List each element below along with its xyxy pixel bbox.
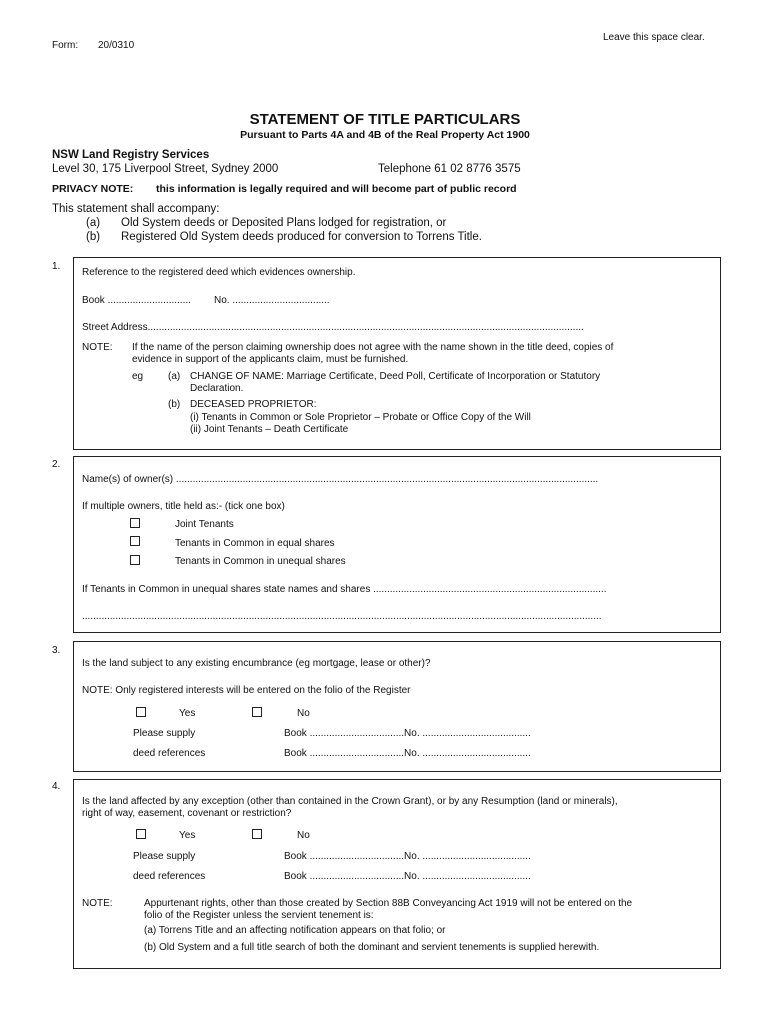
section-2-box [73, 456, 721, 633]
section-2-number: 2. [52, 459, 61, 470]
multiple-owners-label: If multiple owners, title held as:- (tick one box) [82, 501, 285, 512]
tenants-common-equal-checkbox[interactable] [130, 536, 140, 546]
book-field[interactable]: Book .............................. [82, 295, 191, 306]
agency-address: Level 30, 175 Liverpool Street, Sydney 2000 [52, 163, 279, 175]
note-text-line2: evidence in support of the applicants claim, must be furnished. [132, 354, 409, 365]
privacy-text: this information is legally required and will become part of public record [156, 183, 517, 195]
section-4-box [73, 779, 721, 969]
eg-a-line1: CHANGE OF NAME: Marriage Certificate, Deed Poll, Certificate of Incorporation or Statutory [190, 371, 601, 382]
encumbrance-note: NOTE: Only registered interests will be entered on the folio of the Register [82, 685, 411, 696]
note-label: NOTE: [82, 342, 113, 353]
exception-yes-checkbox[interactable] [136, 829, 146, 839]
form-number: 20/0310 [98, 40, 135, 51]
exception-note-label: NOTE: [82, 898, 113, 909]
intro-item-a-marker: (a) [86, 217, 101, 229]
encumbrance-supply-label: Please supply [133, 728, 196, 739]
section-3-box [73, 641, 721, 772]
tenants-common-unequal-label: Tenants in Common in unequal shares [175, 556, 346, 567]
agency-telephone: Telephone 61 02 8776 3575 [378, 163, 521, 175]
exception-note-line2: folio of the Register unless the servient tenement is: [144, 910, 374, 921]
street-address-field[interactable]: Street Address............................................................................................................................................................. [82, 322, 584, 333]
encumbrance-no-checkbox[interactable] [252, 707, 262, 717]
eg-b-marker: (b) [168, 399, 181, 410]
encumbrance-deed-ref-label: deed references [133, 748, 206, 759]
exception-book-no-field-1[interactable]: Book ..................................No. ....................................... [284, 851, 531, 862]
leave-clear-note: Leave this space clear. [603, 32, 705, 43]
intro-item-b-text: Registered Old System deeds produced for conversion to Torrens Title. [121, 231, 482, 243]
no-field[interactable]: No. ................................... [214, 295, 330, 306]
encumbrance-yes-checkbox[interactable] [136, 707, 146, 717]
exception-note-a: (a) Torrens Title and an affecting notification appears on that folio; or [144, 925, 446, 936]
section-4-number: 4. [52, 781, 61, 792]
deed-reference-label: Reference to the registered deed which evidences ownership. [82, 267, 356, 278]
eg-a-line2: Declaration. [190, 383, 244, 394]
agency-name: NSW Land Registry Services [52, 149, 210, 161]
joint-tenants-label: Joint Tenants [175, 519, 234, 530]
page-title: STATEMENT OF TITLE PARTICULARS [249, 111, 521, 128]
encumbrance-book-no-field-2[interactable]: Book ..................................No. ....................................... [284, 748, 531, 759]
section-1-box [73, 257, 721, 450]
intro-item-a-text: Old System deeds or Deposited Plans lodged for registration, or [121, 217, 447, 229]
exception-question-line1: Is the land affected by any exception (other than contained in the Crown Grant), or by any Resumption (land or minerals), [82, 796, 618, 807]
intro-item-b-marker: (b) [86, 231, 101, 243]
exception-yes-label: Yes [179, 830, 196, 841]
tenants-common-equal-label: Tenants in Common in equal shares [175, 538, 335, 549]
eg-b-line: DECEASED PROPRIETOR: [190, 399, 317, 410]
page-subtitle: Pursuant to Parts 4A and 4B of the Real Property Act 1900 [240, 129, 530, 141]
unequal-shares-field[interactable]: If Tenants in Common in unequal shares state names and shares .................................................................................... [82, 584, 607, 595]
unequal-shares-continuation-field[interactable]: ........................................................................................................................................................................................... [82, 611, 602, 622]
form-label: Form: [52, 40, 79, 51]
intro-lead: This statement shall accompany: [52, 203, 220, 215]
privacy-label: PRIVACY NOTE: [52, 183, 134, 195]
tenants-common-unequal-checkbox[interactable] [130, 555, 140, 565]
eg-b-ii-line: (ii) Joint Tenants – Death Certificate [190, 424, 349, 435]
encumbrance-yes-label: Yes [179, 708, 196, 719]
joint-tenants-checkbox[interactable] [130, 518, 140, 528]
exception-deed-ref-label: deed references [133, 871, 206, 882]
encumbrance-question: Is the land subject to any existing encumbrance (eg mortgage, lease or other)? [82, 658, 431, 669]
encumbrance-book-no-field-1[interactable]: Book ..................................No. ....................................... [284, 728, 531, 739]
exception-note-b: (b) Old System and a full title search of both the dominant and servient tenements is supplied herewith. [144, 942, 600, 953]
eg-b-i-line: (i) Tenants in Common or Sole Proprietor – Probate or Office Copy of the Will [190, 412, 531, 423]
eg-label: eg [132, 371, 144, 382]
exception-no-checkbox[interactable] [252, 829, 262, 839]
exception-book-no-field-2[interactable]: Book ..................................No. ....................................... [284, 871, 531, 882]
section-1-number: 1. [52, 261, 61, 272]
note-text-line1: If the name of the person claiming ownership does not agree with the name shown in the title deed, copies of [132, 342, 614, 353]
exception-question-line2: right of way, easement, covenant or restriction? [82, 808, 292, 819]
owners-field[interactable]: Name(s) of owner(s) ........................................................................................................................................................ [82, 474, 599, 485]
eg-a-marker: (a) [168, 371, 181, 382]
exception-no-label: No [297, 830, 310, 841]
encumbrance-no-label: No [297, 708, 310, 719]
section-3-number: 3. [52, 645, 61, 656]
exception-supply-label: Please supply [133, 851, 196, 862]
exception-note-line1: Appurtenant rights, other than those created by Section 88B Conveyancing Act 1919 will not be entered on the [144, 898, 633, 909]
